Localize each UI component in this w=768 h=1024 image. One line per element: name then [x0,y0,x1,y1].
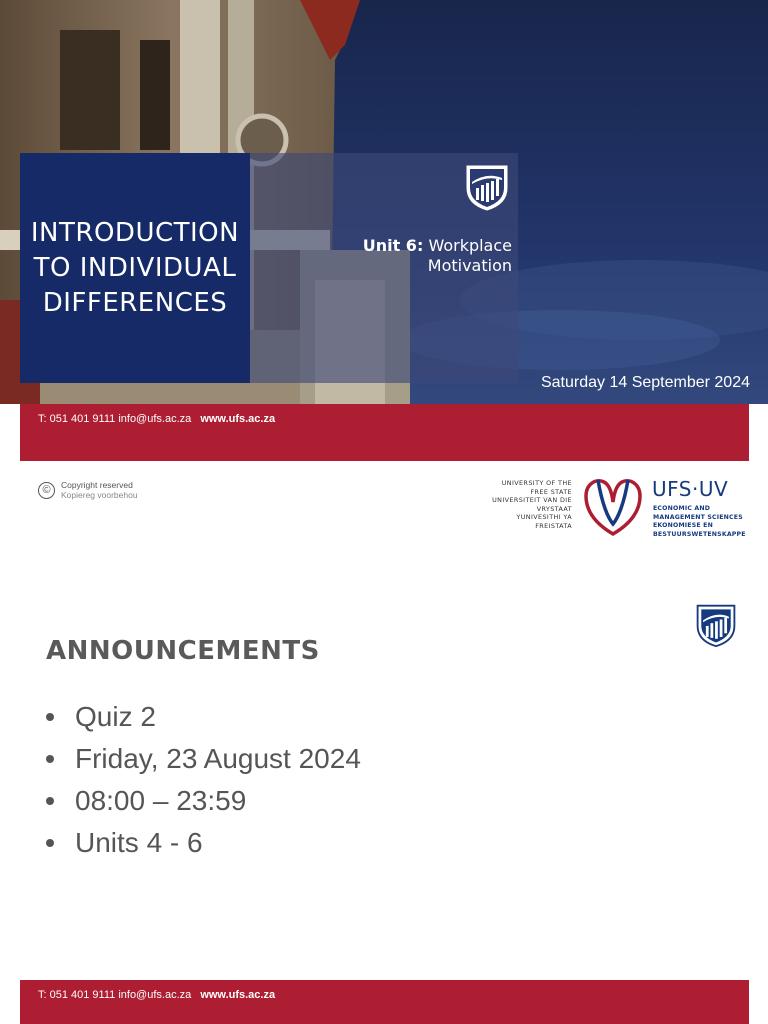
university-name-line: UNIVERSITEIT VAN DIE [492,496,572,505]
ufs-heart-logo [582,474,644,538]
ufs-crest-icon [694,602,738,648]
footer-contact-text: T: 051 401 9111 info@ufs.ac.za [38,413,192,425]
list-item-text: Friday, 23 August 2024 [75,743,361,774]
university-name-line: FREE STATE [530,487,572,496]
list-item [46,822,361,864]
unit-label: Unit 6: [362,236,424,255]
bullet-icon [46,797,54,805]
footer-website[interactable]: www.ufs.ac.za [200,989,276,1001]
footer-contact-text: T: 051 401 9111 info@ufs.ac.za [38,989,192,1001]
footer-bar [20,980,749,1024]
copyright-line-2: Kopiereg voorbehou [61,490,138,500]
presentation-date: Saturday 14 September 2024 [540,374,750,391]
unit-name: Workplace Motivation [427,236,512,275]
unit-subtitle [292,236,512,276]
faculty-name [653,505,746,539]
list-item [46,738,361,780]
footer-bar [20,404,749,461]
university-names [470,479,572,531]
list-item [46,780,361,822]
university-name-line: YUNIVESITHI YA [516,513,572,522]
presentation-title: INTRODUCTION TO INDIVIDUAL DIFFERENCES [30,217,240,318]
announcement-list [46,696,361,864]
ufs-brand-name: UFS·UV [652,477,729,501]
faculty-line: MANAGEMENT SCIENCES [653,513,743,521]
bullet-icon [46,755,54,763]
bullet-icon [46,713,54,721]
faculty-line: BESTUURSWETENSKAPPE [653,530,746,538]
copyright-line-1: Copyright reserved [61,480,133,490]
faculty-line: ECONOMIC AND [653,505,711,512]
university-name-line: VRYSTAAT [536,504,572,513]
university-name-line: FREISTATA [535,521,572,530]
footer-contact [38,989,275,1001]
footer-website[interactable]: www.ufs.ac.za [200,413,276,425]
announcements-heading: ANNOUNCEMENTS [46,636,320,666]
list-item-text: Quiz 2 [75,701,156,732]
copyright-notice [38,480,138,500]
ufs-crest-icon [464,162,510,212]
title-box [20,153,250,383]
university-name-line: UNIVERSITY OF THE [501,479,572,487]
faculty-line: EKONOMIESE EN [653,522,713,530]
list-item-text: 08:00 – 23:59 [75,785,247,816]
hero-image [0,0,768,404]
copyright-icon: © [38,482,55,499]
announcements-slide [0,592,768,1024]
bullet-icon [46,839,54,847]
list-item [46,696,361,738]
list-item-text: Units 4 - 6 [75,827,203,858]
footer-contact [38,413,275,425]
